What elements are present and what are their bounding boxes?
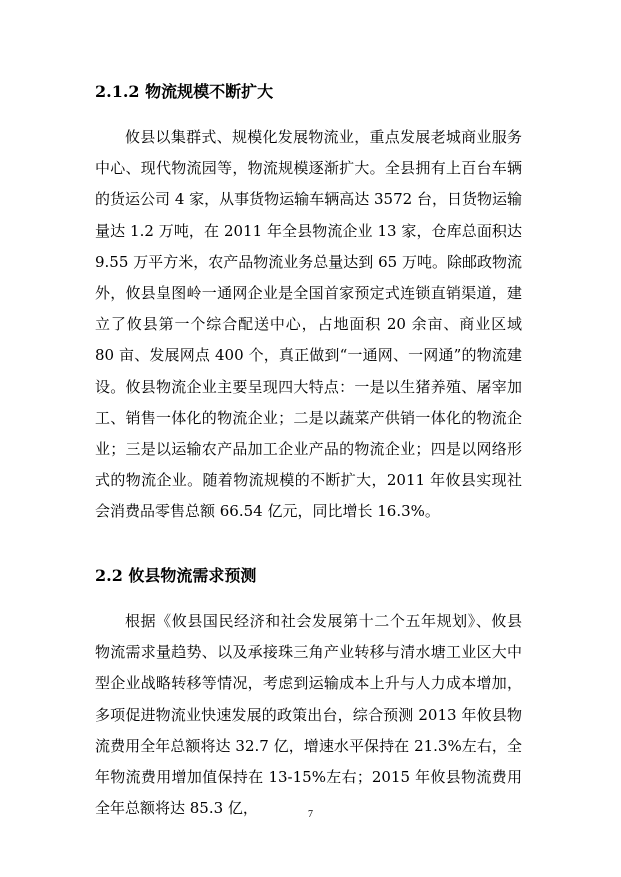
section-paragraph-logistics-scale: 攸县以集群式、规模化发展物流业，重点发展老城商业服务中心、现代物流园等，物流规模逐渐扩大。全县拥有上百台车辆的货运公司 4 家，从事货物运输车辆高达 3572 台，日货物运输量达 1.2 万吨，在 2011 年全县物流企业 13 家，仓库总面积达 9.55 万平方米，农产品物流业务总量达到 65 万吨。除邮政物流外，攸县皇图岭一通网企业是全国首家预定式连锁直销渠道，建立了攸县第一个综合配送中心，占地面积 20 余亩、商业区域 80 亩、发展网点 400 个，真正做到“一通网、一网通”的物流建设。攸县物流企业主要呈现四大特点：一是以生猪养殖、屠宰加工、销售一体化的物流企业；二是以蔬菜产供销一体化的物流企业；三是以运输农产品加工企业产品的物流企业；四是以网络形式的物流企业。随着物流规模的不断扩大，2011 年攸县实现社会消费品零售总额 66.54 亿元，同比增长 16.3%。 <box>95 128 522 521</box>
section-heading-2-1-2: 2.1.2 物流规模不断扩大 <box>95 82 274 101</box>
section-heading-2-2: 2.2 攸县物流需求预测 <box>95 566 257 585</box>
page-number: 7 <box>308 809 313 820</box>
section-paragraph-demand-forecast: 根据《攸县国民经济和社会发展第十二个五年规划》、攸县物流需求量趋势、以及承接珠三角产业转移与清水塘工业区大中型企业战略转移等情况，考虑到运输成本上升与人力成本增加，多项促进物流业快速发展的政策出台，综合预测 2013 年攸县物流费用全年总额将达 32.7 亿，增速水平保持在 21.3%左右，全年物流费用增加值保持在 13-15%左右；2015 年攸县物流费用全年总额将达 85.3 亿， <box>95 612 522 818</box>
